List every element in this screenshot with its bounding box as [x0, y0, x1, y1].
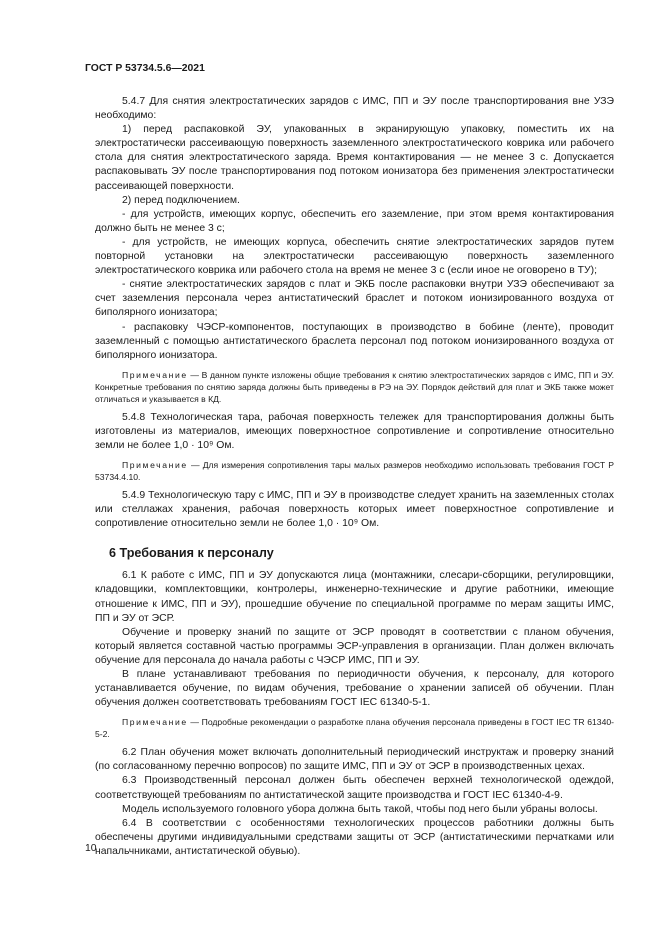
note-1 — [95, 369, 614, 405]
paragraph: Обучение и проверку знаний по защите от ЭСР проводят в соответствии с планом обучения, который является составной частью программы ЭСР-управления в организации. План должен включать обучение для персонала до начала работы с ЧЭСР ИМС, ПП и ЭУ. — [95, 626, 614, 666]
paragraph-6-3: 6.3 Производственный персонал должен быть обеспечен верхней технологической одеждой, соответствующей требованиям по антистатической защите производства и ГОСТ IEC 61340-4-9. — [95, 775, 614, 801]
note-text: — Для измерения сопротивления тары малых размеров необходимо использовать требования ГОСТ Р 53734.4.10. — [95, 460, 614, 483]
list-item-2: 2) перед подключением. — [122, 194, 240, 206]
paragraph-5-4-9: 5.4.9 Технологическую тару с ИМС, ПП и ЭУ в производстве следует хранить на заземленных столах или стеллажах хранения, рабочая поверхность которых имеет поверхностное сопротивление и сопротивление относительно земли не более 1,0 · 10⁹ Ом. — [95, 490, 614, 530]
note-label: Примечание — [122, 717, 188, 728]
paragraph-6-1: 6.1 К работе с ИМС, ПП и ЭУ допускаются лица (монтажники, слесари-сборщики, регулировщики, кладовщики, комплектовщики, контролеры, инженерно-технические и другие работники, имеющие отношение к ИМС, ПП и ЭУ), прошедшие обучение по специальной программе по мерам защиты ИМС, ПП и ЭУ от ЭСР. — [95, 570, 614, 624]
body-text — [95, 95, 614, 859]
running-header: ГОСТ Р 53734.5.6—2021 — [85, 63, 205, 74]
note-text: — Подробные рекомендации о разработке плана обучения персонала приведены в ГОСТ IEC TR 61340-5-2. — [95, 717, 615, 740]
paragraph-5-4-8: 5.4.8 Технологическая тара, рабочая поверхность тележек для транспортирования должны быть изготовлены из материалов, имеющих поверхностное сопротивление и сопротивление относительно земли не более 1,0 · 10⁹ Ом. — [95, 411, 614, 451]
note-label: Примечание — [122, 460, 188, 471]
note-3 — [95, 716, 614, 740]
dash-item: - для устройств, не имеющих корпуса, обеспечить снятие электростатических зарядов путем повторной установки на электростатически рассеивающую поверхность заземленного электростатического коврика или рабочего стола на время не менее 3 с (если иное не оговорено в ТУ); — [95, 236, 614, 277]
paragraph: Модель используемого головного убора должна быть такой, чтобы под него были убраны волосы. — [122, 803, 598, 815]
page-number: 10 — [85, 843, 97, 854]
note-label: Примечание — [122, 369, 188, 380]
paragraph-6-4: 6.4 В соответствии с особенностями технологических процессов работники должны быть обеспечены другими индивидуальными средствами защиты от ЭСР (антистатическими перчатками или напальчниками, антистатической обувью). — [95, 817, 614, 857]
dash-item: - распаковку ЧЭСР-компонентов, поступающих в производство в бобине (ленте), проводит заземленный с помощью антистатического браслета персонал под потоком ионизированного воздуха от биполярного ионизатора. — [95, 321, 614, 361]
note-text: — В данном пункте изложены общие требования к снятию электростатических зарядов с ИМС, ПП и ЭУ. Конкретные требования по снятию заряда должны быть приведены в РЭ на ЭУ. Порядок действий для плат и ЭКБ также может отличаться и указывается в КД. — [95, 369, 614, 404]
paragraph-5-4-7: 5.4.7 Для снятия электростатических зарядов с ИМС, ПП и ЭУ после транспортирования вне УЗЭ необходимо: — [95, 96, 614, 122]
section-heading: 6 Требования к персоналу — [109, 546, 274, 561]
list-item-1: 1) перед распаковкой ЭУ, упакованных в экранирующую упаковку, поместить их на электростатически рассеивающую поверхность заземленного электростатического коврика или рабочего стола для снятия электростатического заряда. Время контактирования — не менее 3 с. Допускается распаковывать ЭУ после транспортирования под потоком ионизатора без применения электростатически рассеивающей поверхности. — [95, 124, 614, 192]
dash-item: - снятие электростатических зарядов с плат и ЭКБ после распаковки внутри УЗЭ обеспечивают за счет заземления персонала через антистатический браслет и потоком ионизированного воздуха от биполярного ионизатора; — [95, 279, 614, 319]
note-2 — [95, 459, 614, 483]
paragraph: В плане устанавливают требования по периодичности обучения, к персоналу, для которого устанавливается обучение, по видам обучения, требование о хранении записей об обучении. План обучения должен соответствовать требованиям ГОСТ IEC 61340-5-1. — [95, 669, 614, 709]
paragraph-6-2: 6.2 План обучения может включать дополнительный периодический инструктаж и проверку знаний (по согласованному перечню вопросов) по защите ИМС, ПП и ЭУ от ЭСР в производственных цехах. — [95, 747, 614, 773]
dash-item: - для устройств, имеющих корпус, обеспечить его заземление, при этом время контактирования должно быть не менее 3 с; — [95, 208, 614, 234]
